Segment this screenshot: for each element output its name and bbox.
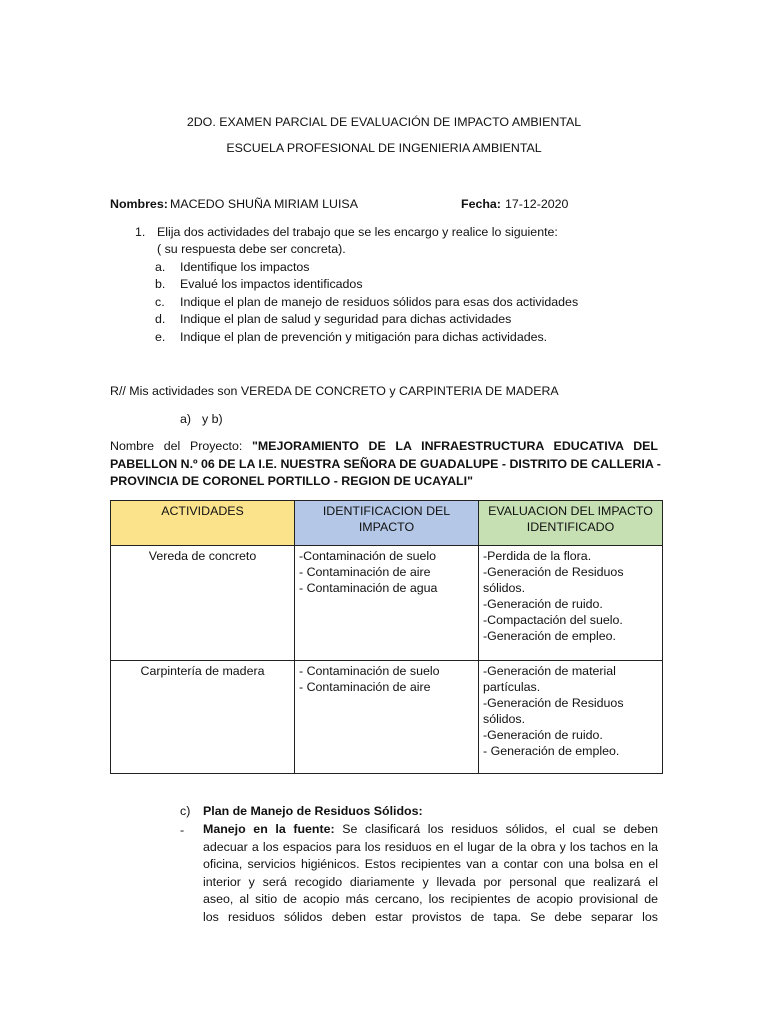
- question-text-line2: ( su respuesta debe ser concreta).: [157, 242, 346, 256]
- paragraph-text: Se clasificará los residuos sólidos, el cual se deben: [334, 822, 658, 836]
- list-item-letter: a.: [155, 260, 166, 274]
- paragraph-line: adecuar a los espacios para los residuos en el lugar de la obra y los tachos en la: [203, 839, 658, 854]
- evaluation-item: -Generación de Residuos: [483, 565, 624, 579]
- list-item-letter: d.: [155, 312, 166, 326]
- exam-title: 2DO. EXAMEN PARCIAL DE EVALUACIÓN DE IMPACTO AMBIENTAL: [186, 115, 582, 129]
- question-number: 1.: [135, 225, 146, 239]
- header-identification: [295, 501, 479, 546]
- subheading-letter: a): [180, 412, 192, 426]
- paragraph-line: aseo, al sitio de acopio más cercano, los recipientes de acopio provisional de: [203, 892, 658, 907]
- paragraph-line: los residuos sólidos deben estar provistos de tapa. Se debe separar los: [203, 909, 658, 924]
- identification-cell: [295, 661, 479, 774]
- name-value: MACEDO SHUÑA MIRIAM LUISA: [170, 197, 358, 211]
- section-c-title: Plan de Manejo de Residuos Sólidos:: [203, 804, 423, 818]
- evaluation-item: partículas.: [483, 680, 541, 694]
- paragraph-line: oficina, servicios higiénicos. Estos recipientes van a contar con una bolsa en el: [203, 857, 658, 872]
- list-item: Indique el plan de prevención y mitigación para dichas actividades.: [180, 330, 548, 344]
- project-label: Nombre del Proyecto:: [110, 439, 243, 453]
- school-name: ESCUELA PROFESIONAL DE INGENIERIA AMBIENTAL: [226, 141, 542, 155]
- subheading-text: y b): [202, 412, 223, 426]
- list-item: Identifique los impactos: [180, 260, 310, 274]
- evaluation-item: -Perdida de la flora.: [483, 549, 592, 563]
- paragraph-line: interior y será recogido diariamente y llevada por personal que realizará el: [203, 874, 658, 889]
- project-title-part: "MEJORAMIENTO DE LA INFRAESTRUCTURA EDUCATIVA DEL: [251, 439, 658, 453]
- list-item: Indique el plan de salud y seguridad para dichas actividades: [180, 312, 512, 326]
- project-name: [110, 438, 661, 491]
- section-c-paragraph: [203, 821, 658, 927]
- impact-item: - Contaminación de agua: [299, 581, 438, 595]
- evaluation-item: - Generación de empleo.: [483, 744, 620, 758]
- answer-intro: R// Mis actividades son VEREDA DE CONCRETO y CARPINTERIA DE MADERA: [110, 384, 559, 398]
- project-line-1: [110, 438, 658, 456]
- header-evaluation: [479, 501, 663, 546]
- question-text-line1: Elija dos actividades del trabajo que se les encargo y realice lo siguiente:: [157, 225, 558, 239]
- name-label: Nombres:: [110, 197, 168, 211]
- header-activities: [111, 501, 295, 546]
- evaluation-item: sólidos.: [483, 712, 526, 726]
- project-line-3: PROVINCIA DE CORONEL PORTILLO - REGION DE UCAYALI": [110, 474, 473, 489]
- paragraph-lead: Manejo en la fuente:: [203, 822, 335, 836]
- evaluation-cell: [479, 661, 663, 774]
- impact-item: - Contaminación de aire: [299, 565, 431, 579]
- table-header-row: [111, 501, 663, 546]
- activity-name: Carpintería de madera: [140, 664, 265, 678]
- header-identification-line1: IDENTIFICACION DEL: [322, 504, 451, 518]
- list-item-letter: c.: [155, 295, 165, 309]
- section-c-letter: c): [180, 804, 191, 818]
- list-item: Indique el plan de manejo de residuos sólidos para esas dos actividades: [180, 295, 579, 309]
- header-evaluation-line2: IDENTIFICADO: [526, 520, 615, 534]
- activity-name: Vereda de concreto: [148, 549, 257, 563]
- header-evaluation-line1: EVALUACION DEL IMPACTO: [488, 504, 653, 518]
- list-item-letter: b.: [155, 277, 166, 291]
- header-activities-label: ACTIVIDADES: [161, 504, 244, 518]
- evaluation-item: -Generación de Residuos: [483, 696, 624, 710]
- identification-cell: [295, 546, 479, 661]
- impact-item: -Contaminación de suelo: [299, 549, 437, 563]
- evaluation-item: -Generación de ruido.: [483, 728, 603, 742]
- list-item-letter: e.: [155, 330, 166, 344]
- evaluation-item: -Generación de ruido.: [483, 597, 603, 611]
- impact-item: - Contaminación de suelo: [299, 664, 440, 678]
- date-value: 17-12-2020: [505, 197, 569, 211]
- list-item: Evalué los impactos identificados: [180, 277, 363, 291]
- header-identification-line2: IMPACTO: [358, 520, 415, 534]
- evaluation-cell: [479, 546, 663, 661]
- table-row: [111, 661, 663, 774]
- activity-cell: [111, 546, 295, 661]
- impact-item: - Contaminación de aire: [299, 680, 431, 694]
- impact-table: [110, 500, 663, 774]
- evaluation-item: -Compactación del suelo.: [483, 613, 623, 627]
- evaluation-item: -Generación de material: [483, 664, 616, 678]
- table-row: [111, 546, 663, 661]
- bullet-dash: -: [180, 823, 185, 837]
- paragraph-line: [203, 821, 658, 839]
- project-line-2: PABELLON N.º 06 DE LA I.E. NUESTRA SEÑORA DE GUADALUPE - DISTRITO DE CALLERIA -: [110, 456, 661, 471]
- activity-cell: [111, 661, 295, 774]
- evaluation-item: sólidos.: [483, 581, 526, 595]
- evaluation-item: -Generación de empleo.: [483, 629, 616, 643]
- date-label: Fecha:: [461, 197, 501, 211]
